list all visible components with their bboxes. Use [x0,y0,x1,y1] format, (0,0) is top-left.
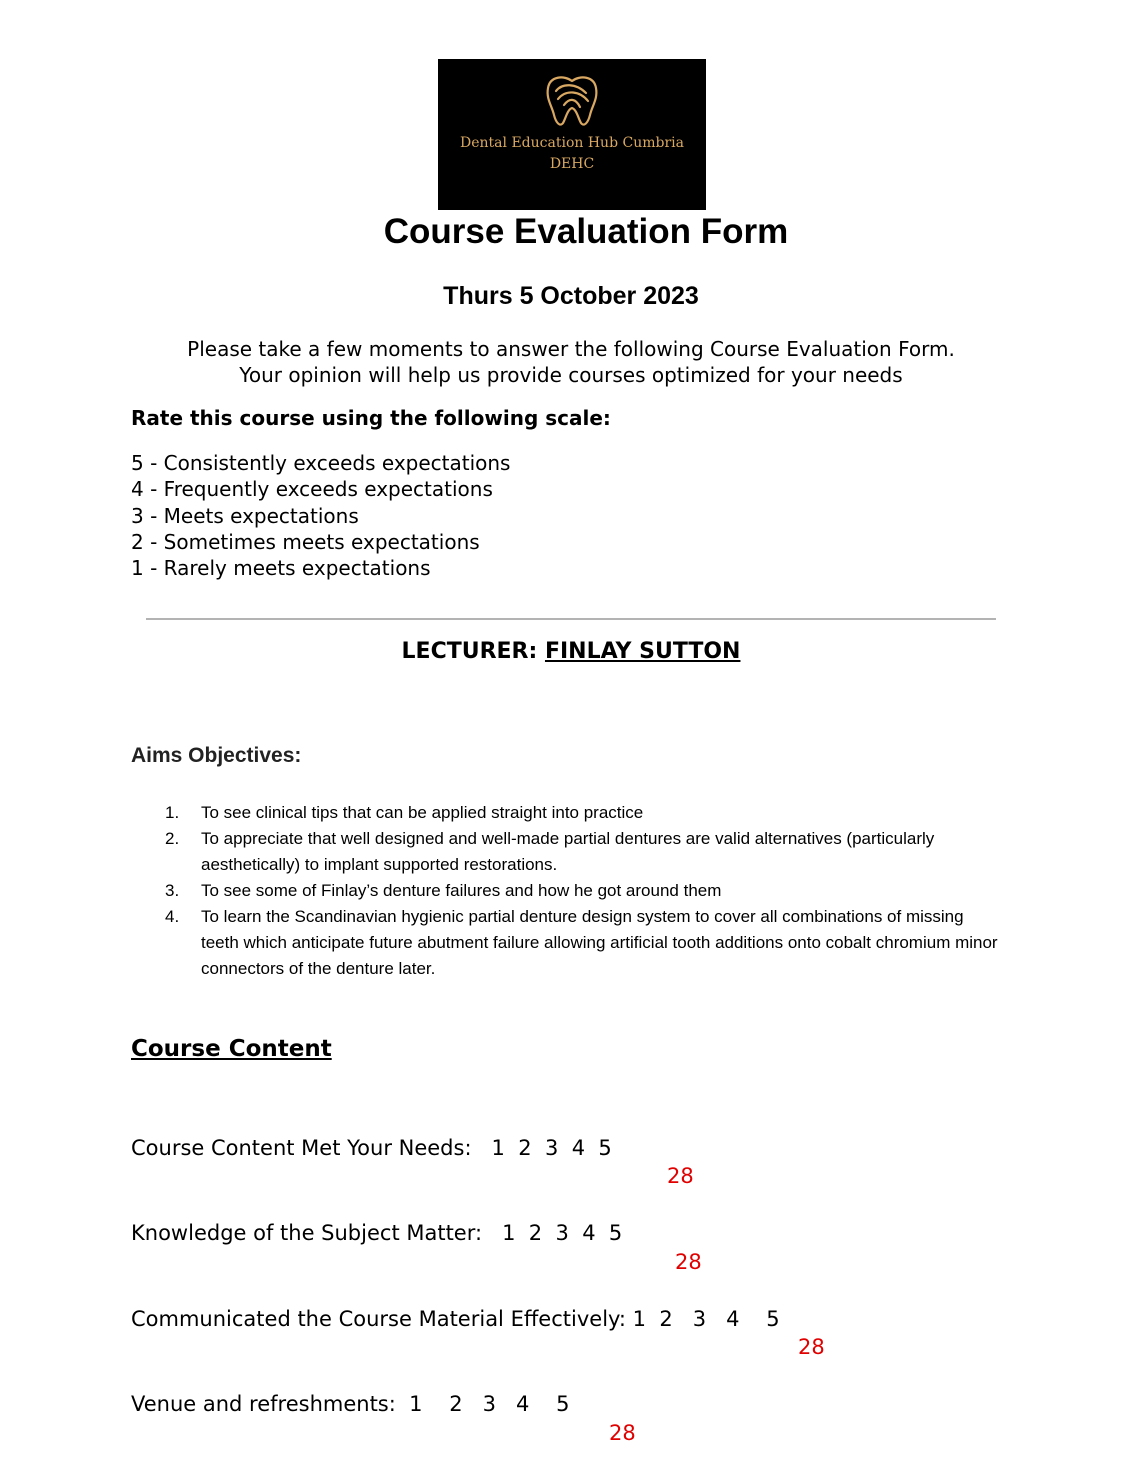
aim-text: To see some of Finlay’s denture failures and how he got around them [201,881,722,900]
rating-score-communication: 28 [798,1335,825,1359]
tooth-icon [542,73,602,129]
lecturer-label: LECTURER: [401,639,538,664]
aim-text: To learn the Scandinavian hygienic partial denture design system to cover all combinations of missing teeth which anticipate future abutment failure allowing artificial tooth additions onto cobalt chromium minor connectors of the denture later. [201,907,998,978]
rating-score-subject-knowledge: 28 [675,1250,702,1274]
aim-number: 4. [165,907,180,926]
aim-number: 1. [165,803,180,822]
intro-line-1: Please take a few moments to answer the following Course Evaluation Form. [187,337,955,361]
scale-item: 2 - Sometimes meets expectations [131,529,480,554]
aim-item [165,904,1005,982]
lecturer-line [0,639,1142,664]
course-content-heading: Course Content [131,1036,332,1062]
rating-score-venue: 28 [609,1421,636,1445]
aim-text: To appreciate that well designed and well-made partial dentures are valid alternatives (particularly aesthetically) to implant supported restorations. [201,829,935,874]
scale-list [131,450,510,581]
logo-abbreviation: DEHC [549,156,595,172]
aims-heading: Aims Objectives: [131,744,302,767]
rating-score-content-needs: 28 [667,1164,694,1188]
scale-item: 5 - Consistently exceeds expectations [131,451,511,475]
horizontal-divider [146,618,996,620]
aim-item [165,878,1005,904]
logo-banner [438,59,706,210]
page-title: Course Evaluation Form [383,212,789,251]
scale-item: 4 - Frequently exceeds expectations [131,477,493,502]
rating-question-subject-knowledge: Knowledge of the Subject Matter: 1 2 3 4 5 [131,1221,623,1245]
aim-item [165,826,1005,878]
scale-item: 1 - Rarely meets expectations [131,556,431,581]
rating-question-venue: Venue and refreshments: 1 2 3 4 5 [131,1392,570,1416]
aim-item [165,800,1005,826]
scale-heading: Rate this course using the following scale: [131,406,611,430]
intro-text [0,336,1142,388]
rating-question-content-needs: Course Content Met Your Needs: 1 2 3 4 5 [131,1136,612,1160]
aim-text: To see clinical tips that can be applied straight into practice [201,803,644,822]
aim-number: 2. [165,829,180,848]
rating-question-communication: Communicated the Course Material Effectively: 1 2 3 4 5 [131,1307,780,1331]
intro-line-2: Your opinion will help us provide courses optimized for your needs [239,363,903,387]
logo-org-name: Dental Education Hub Cumbria [460,135,684,151]
scale-item: 3 - Meets expectations [131,503,359,528]
lecturer-name: FINLAY SUTTON [544,639,741,664]
course-date: Thurs 5 October 2023 [443,282,699,310]
aims-list [165,800,1005,982]
aim-number: 3. [165,881,180,900]
